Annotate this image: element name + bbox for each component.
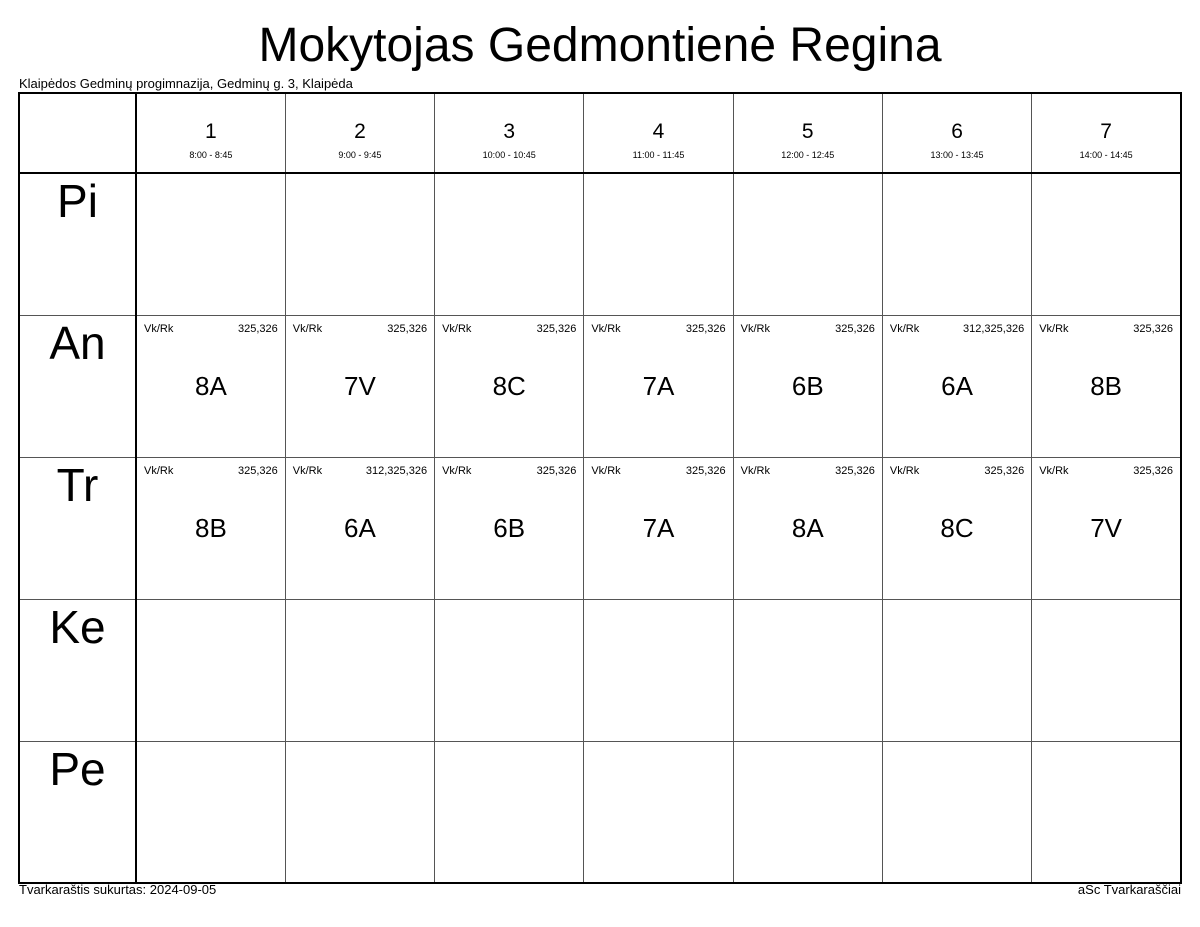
lesson-class: 6B xyxy=(493,512,526,543)
lesson-subject: Vk/Rk xyxy=(591,464,621,477)
lesson-cell-empty xyxy=(882,173,1031,315)
lesson-cell xyxy=(285,457,434,599)
lesson-cell-empty xyxy=(136,741,285,883)
day-row-pi xyxy=(19,173,1181,315)
lesson-cell-empty xyxy=(584,741,733,883)
lesson-cell xyxy=(1032,315,1181,457)
day-row-tr xyxy=(19,457,1181,599)
lesson-subject: Vk/Rk xyxy=(292,464,323,477)
lesson-rooms: 312,325,326 xyxy=(365,464,428,477)
lesson-class: 8B xyxy=(194,512,227,543)
period-time: 12:00 - 12:45 xyxy=(781,150,835,160)
day-label: Pi xyxy=(19,173,136,315)
lesson-subject: Vk/Rk xyxy=(1039,464,1069,477)
lesson-subject: Vk/Rk xyxy=(144,464,174,477)
lesson-cell-empty xyxy=(1032,173,1181,315)
period-header xyxy=(136,93,285,173)
period-number: 3 xyxy=(503,120,516,143)
lesson-cell-empty xyxy=(285,741,434,883)
lesson-class: 8C xyxy=(492,370,526,401)
period-number: 4 xyxy=(652,120,665,143)
lesson-subject: Vk/Rk xyxy=(889,464,920,477)
day-row-pe xyxy=(19,741,1181,883)
period-header xyxy=(1032,93,1181,173)
lesson-rooms: 325,326 xyxy=(536,322,577,335)
lesson-subject: Vk/Rk xyxy=(1039,322,1069,335)
period-time: 9:00 - 9:45 xyxy=(338,150,382,160)
lesson-subject: Vk/Rk xyxy=(292,322,323,335)
lesson-rooms: 325,326 xyxy=(984,464,1025,477)
lesson-rooms: 325,326 xyxy=(238,322,278,335)
period-number: 6 xyxy=(951,120,963,143)
lesson-rooms: 325,326 xyxy=(835,322,875,335)
lesson-class: 8A xyxy=(194,370,227,401)
lesson-cell xyxy=(285,315,434,457)
lesson-subject: Vk/Rk xyxy=(740,322,770,335)
lesson-cell xyxy=(136,457,285,599)
period-time: 11:00 - 11:45 xyxy=(632,150,685,160)
lesson-cell xyxy=(584,457,733,599)
page-title: Mokytojas Gedmontienė Regina xyxy=(258,19,942,72)
lesson-cell-empty xyxy=(136,173,285,315)
created-date: Tvarkaraštis sukurtas: 2024-09-05 xyxy=(19,882,217,897)
lesson-subject: Vk/Rk xyxy=(144,322,174,335)
lesson-rooms: 325,326 xyxy=(1133,322,1173,335)
lesson-class: 8A xyxy=(791,512,824,543)
lesson-rooms: 325,326 xyxy=(685,322,726,335)
period-time: 10:00 - 10:45 xyxy=(482,150,536,160)
lesson-cell-empty xyxy=(435,741,584,883)
lesson-cell-empty xyxy=(435,173,584,315)
day-label: Pe xyxy=(19,741,136,883)
lesson-class: 8B xyxy=(1090,370,1122,401)
school-address: Klaipėdos Gedminų progimnazija, Gedminų g. 3, Klaipėda xyxy=(19,76,353,91)
lesson-cell xyxy=(1032,457,1181,599)
lesson-rooms: 325,326 xyxy=(536,464,577,477)
lesson-cell-empty xyxy=(584,173,733,315)
lesson-class: 6A xyxy=(941,370,973,401)
lesson-rooms: 325,326 xyxy=(238,464,278,477)
lesson-cell-empty xyxy=(435,599,584,741)
period-header xyxy=(882,93,1031,173)
corner-cell xyxy=(19,93,136,173)
day-label: Ke xyxy=(19,599,136,741)
lesson-subject: Vk/Rk xyxy=(442,464,472,477)
day-label: An xyxy=(19,315,136,457)
lesson-rooms: 325,326 xyxy=(387,322,428,335)
lesson-cell xyxy=(882,457,1031,599)
lesson-class: 6B xyxy=(791,370,824,401)
lesson-cell xyxy=(733,457,882,599)
period-number: 5 xyxy=(801,120,814,143)
lesson-cell-empty xyxy=(285,173,434,315)
lesson-cell xyxy=(435,315,584,457)
lesson-cell-empty xyxy=(733,173,882,315)
period-header xyxy=(435,93,584,173)
timetable-grid xyxy=(18,92,1182,884)
day-label: Tr xyxy=(19,457,136,599)
period-header xyxy=(584,93,733,173)
lesson-cell xyxy=(882,315,1031,457)
period-number: 7 xyxy=(1100,120,1112,143)
lesson-cell-empty xyxy=(882,599,1031,741)
software-brand: aSc Tvarkaraščiai xyxy=(1077,882,1181,897)
lesson-cell-empty xyxy=(882,741,1031,883)
day-row-ke xyxy=(19,599,1181,741)
lesson-cell-empty xyxy=(285,599,434,741)
lesson-cell xyxy=(733,315,882,457)
lesson-class: 7V xyxy=(344,370,376,401)
lesson-class: 7V xyxy=(1090,512,1122,543)
period-time: 14:00 - 14:45 xyxy=(1079,150,1133,160)
lesson-cell xyxy=(584,315,733,457)
lesson-cell-empty xyxy=(1032,599,1181,741)
period-number: 1 xyxy=(205,120,217,143)
lesson-class: 7A xyxy=(642,370,675,401)
day-row-an xyxy=(19,315,1181,457)
lesson-cell-empty xyxy=(733,741,882,883)
lesson-subject: Vk/Rk xyxy=(740,464,770,477)
lesson-subject: Vk/Rk xyxy=(889,322,920,335)
period-header xyxy=(733,93,882,173)
lesson-cell-empty xyxy=(733,599,882,741)
lesson-rooms: 325,326 xyxy=(685,464,726,477)
lesson-cell-empty xyxy=(584,599,733,741)
lesson-cell-empty xyxy=(136,599,285,741)
lesson-subject: Vk/Rk xyxy=(442,322,472,335)
period-number: 2 xyxy=(354,120,366,143)
lesson-rooms: 312,325,326 xyxy=(963,322,1025,335)
lesson-class: 7A xyxy=(642,512,675,543)
lesson-rooms: 325,326 xyxy=(1133,464,1173,477)
lesson-class: 8C xyxy=(940,512,974,543)
lesson-cell xyxy=(136,315,285,457)
period-header xyxy=(285,93,434,173)
lesson-subject: Vk/Rk xyxy=(591,322,621,335)
lesson-cell xyxy=(435,457,584,599)
lesson-class: 6A xyxy=(344,512,376,543)
period-header-row xyxy=(19,93,1181,173)
lesson-cell-empty xyxy=(1032,741,1181,883)
period-time: 13:00 - 13:45 xyxy=(930,150,984,160)
lesson-rooms: 325,326 xyxy=(835,464,875,477)
period-time: 8:00 - 8:45 xyxy=(189,150,233,160)
